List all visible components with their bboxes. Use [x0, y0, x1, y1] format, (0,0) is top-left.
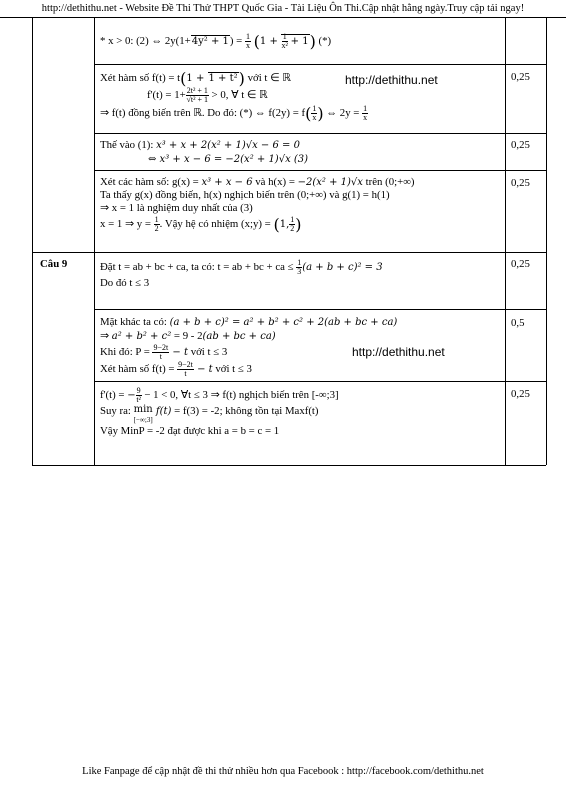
math: (a + b + c)² = 3	[302, 261, 383, 273]
text: = 9 - 2	[171, 330, 203, 342]
solution-row-1	[100, 32, 500, 51]
text: − 1 < 0, ∀t ≤ 3 ⇒ f(t) nghịch biến trên [-∞;3]	[141, 388, 339, 401]
text: ⇒ x = 1 là nghiệm duy nhất của (3)	[100, 202, 253, 214]
solution-row-6: Mặt khác ta có: (a + b + c)² = a² + b² + c² + 2(ab + bc + ca) ⇒ a² + b² + c² = 9 - 2(ab + bc + ca) Khi đó: P = $\frac{9-2t}{t}$ − t với t ≤ 3 Xét hàm số f(t) = $\frac{9-2t}{t}$ − t với t ≤ 3	[100, 316, 398, 378]
solution-row-3	[100, 139, 500, 168]
table-right-border	[546, 17, 547, 465]
math: x³ + x + 2(x² + 1)√x − 6 = 0	[156, 140, 300, 151]
row-divider	[94, 170, 546, 171]
solution-row-5	[100, 259, 500, 292]
header-rule	[0, 17, 566, 18]
paren: )	[309, 32, 316, 51]
row-divider	[94, 381, 546, 382]
text: ) =	[229, 34, 245, 47]
text: Đặt t = ab + bc + ca, ta có: t = ab + bc + ca ≤	[100, 260, 297, 273]
page-header: http://dethithu.net - Website Đề Thi Thử THPT Quốc Gia - Tài Liệu Ôn Thi.Cập nhật hằng ngày.Truy cập tải ngay!	[41, 3, 525, 14]
text: Mặt khác ta có:	[100, 316, 170, 328]
math-sqrt: 1 + t²	[208, 73, 238, 84]
text: Khi đó: P =	[100, 345, 153, 358]
text: Vậy MinP = -2 đạt được khi a = b = c = 1	[100, 425, 280, 437]
row-divider	[32, 252, 546, 253]
math: (a + b + c)² = a² + b² + c² + 2(ab + bc + ca)	[169, 317, 398, 328]
watermark-url: http://dethithu.net	[345, 73, 438, 87]
text: Thế vào (1):	[100, 139, 157, 151]
text: x = 1 ⇒ y =	[100, 217, 154, 230]
text: Xét hàm số f(t) =	[100, 362, 178, 375]
text: ⇒ f(t) đồng biến trên ℝ. Do đó: (*) ⇔ f(2y) = f	[100, 106, 306, 119]
text: Xét hàm số f(t) = t	[100, 72, 181, 84]
score: 0,25	[511, 71, 530, 83]
text: = f(3) = -2; không tồn tại Maxf(t)	[171, 405, 319, 417]
question-label: Câu 9	[40, 258, 68, 270]
table-col-divider-score	[505, 17, 506, 465]
row-divider	[94, 309, 546, 310]
math-sqrt: $\frac{1}{\text{x²}}$ + 1	[281, 32, 309, 50]
text: > 0, ∀ t ∈ ℝ	[208, 88, 268, 101]
text: Suy ra:	[100, 405, 134, 417]
math: 1 +	[259, 35, 278, 47]
text: với t ≤ 3	[188, 345, 228, 358]
math: x³ + x − 6	[201, 177, 253, 188]
text: f'(t) =	[100, 388, 128, 401]
fraction: $\frac{1}{2}$	[290, 215, 295, 233]
text: trên (0;+∞)	[362, 176, 415, 188]
score: 0,25	[511, 388, 530, 400]
text: với t ∈ ℝ	[244, 72, 291, 84]
solution-row-2: Xét hàm số f(t) = t(1 + 1 + t²) với t ∈ ℝ f'(t) = 1+ $\frac{\text{2t² + 1}}{\text{√t² + 1}}$ > 0, ∀ t ∈ ℝ ⇒ f(t) đồng biến trên ℝ. Do đó: (*) ⇔ f(2y) = f( $\frac{1}{x}$ ) ⇔ 2y = $\frac{1}{x}$	[100, 69, 368, 123]
fraction: $\frac{9-2t}{t}$	[178, 360, 193, 378]
fraction: $\frac{1}{2}$	[154, 215, 159, 233]
score: 0,25	[511, 258, 530, 270]
math: ⇔ x³ + x − 6 = −2(x² + 1)√x (3)	[148, 154, 309, 165]
table-left-border	[32, 17, 33, 465]
text: và h(x) =	[252, 176, 298, 188]
page-footer: Like Fanpage để cập nhật đề thi thử nhiều hơn qua Facebook : http://facebook.com/dethithu.net	[82, 766, 484, 777]
text: f'(t) = 1+	[147, 88, 186, 101]
math: −2(x² + 1)√x	[297, 177, 363, 188]
fraction: $\frac{\text{2t² + 1}}{\text{√t² + 1}}$	[186, 86, 209, 104]
score: 0,5	[511, 317, 525, 329]
text: . Vậy hệ có nhiệm (x;y) =	[159, 217, 274, 230]
text: * x > 0: (2) ⇔ 2y(1+	[100, 34, 191, 47]
text: Ta thấy g(x) đồng biến, h(x) nghịch biến trên (0;+∞) và g(1) = h(1)	[100, 189, 390, 201]
fraction: $\frac{1}{x}$	[312, 104, 317, 122]
text: ⇔ 2y =	[323, 106, 363, 119]
fraction: $\frac{9-2t}{t}$	[153, 343, 169, 361]
math: f(t)	[152, 406, 172, 417]
text: ⇒	[100, 330, 112, 342]
score: 0,25	[511, 139, 530, 151]
row-divider	[94, 133, 546, 134]
solution-row-7: f'(t) = − $\frac{9}{\text{t²}}$ − 1 < 0, ∀t ≤ 3 ⇒ f(t) nghịch biến trên [-∞;3] Suy ra: min [−∞;3] f(t) = f(3) = -2; không tồn tại Maxf(t) Vậy MinP = -2 đạt được khi a = b = c = 1	[100, 386, 339, 437]
math-sqrt: 4y² + 1	[191, 35, 229, 47]
score: 0,25	[511, 177, 530, 189]
fraction: $\frac{1}{3}$	[297, 258, 302, 276]
text: Do đó t ≤ 3	[100, 277, 150, 289]
row-divider	[94, 64, 546, 65]
watermark-url: http://dethithu.net	[352, 345, 445, 359]
fraction: $\frac{1}{x}$	[363, 104, 368, 122]
text: Xét các hàm số: g(x) =	[100, 176, 202, 188]
table-bottom-border	[32, 465, 546, 466]
text: (*)	[318, 34, 332, 47]
math: (ab + bc + ca)	[202, 331, 276, 342]
paren: (	[253, 32, 260, 51]
text: với t ≤ 3	[212, 362, 252, 375]
fraction: $\frac{9}{\text{t²}}$	[136, 386, 141, 404]
math: a² + b² + c²	[111, 331, 172, 342]
table-col-divider	[94, 17, 95, 465]
fraction: $\frac{1}{x}$	[245, 32, 250, 50]
solution-row-4: Xét các hàm số: g(x) = x³ + x − 6 và h(x) = −2(x² + 1)√x trên (0;+∞) Ta thấy g(x) đồng biến, h(x) nghịch biến trên (0;+∞) và g(1) = h(1) ⇒ x = 1 là nghiệm duy nhất của (3) x = 1 ⇒ y = $\frac{1}{2}$ . Vậy hệ có nhiệm (x;y) = (1, $\frac{1}{2}$ )	[100, 176, 415, 234]
